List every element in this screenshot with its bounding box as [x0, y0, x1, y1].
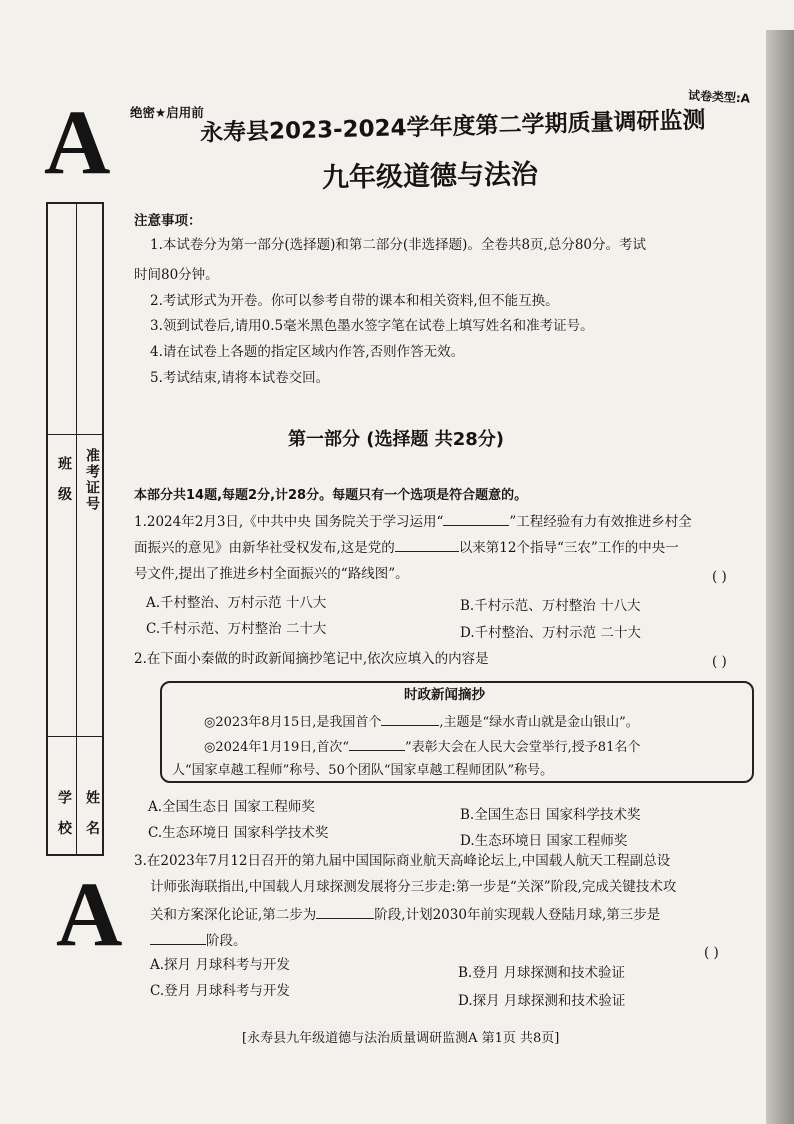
exam-title: 永寿县2023-2024学年度第二学期质量调研监测 — [199, 107, 706, 147]
answer-bracket: ( ) — [712, 654, 727, 670]
q3-line4 — [150, 932, 247, 950]
news-line1 — [204, 713, 639, 732]
note-item: 2.考试形式为开卷。你可以参考自带的课本和相关资料,但不能互换。 — [150, 293, 559, 309]
school-label: 学 校 — [56, 790, 72, 841]
note-item: 5.考试结束,请将本试卷交回。 — [150, 370, 330, 386]
q1-option-b: B.千村示范、万村整治 十八大 — [460, 598, 641, 614]
section-title: 第一部分 (选择题 共28分) — [288, 429, 505, 450]
class-label: 班 级 — [56, 456, 72, 507]
answer-bracket: ( ) — [712, 569, 727, 585]
name-label: 姓 名 — [84, 790, 100, 841]
q3-line3 — [150, 906, 660, 924]
news-text: ◎2024年1月19日,首次“ — [204, 740, 350, 755]
q2-option-b: B.全国生态日 国家科学技术奖 — [460, 807, 641, 823]
q1-option-c: C.千村示范、万村整治 二十大 — [146, 621, 327, 637]
paper-letter-bottom: A — [56, 863, 123, 965]
strip-divider — [76, 204, 77, 854]
section-instruction: 本部分共14题,每题2分,计28分。每题只有一个选项是符合题意的。 — [134, 488, 528, 503]
strip-line — [48, 434, 102, 435]
q1-text: 面振兴的意见》由新华社受权发布,这是党的 — [134, 540, 395, 556]
student-info-strip — [46, 202, 104, 856]
note-item: 时间80分钟。 — [134, 267, 219, 283]
q2-option-d: D.生态环境日 国家工程师奖 — [460, 833, 628, 849]
paper-type: 试卷类型:A — [687, 88, 751, 106]
q3-option-c: C.登月 月球科考与开发 — [150, 983, 290, 999]
q2-option-c: C.生态环境日 国家科学技术奖 — [148, 825, 329, 841]
answer-blank — [443, 513, 509, 526]
q1-line2 — [134, 539, 679, 557]
answer-blank — [150, 932, 206, 945]
answer-blank — [316, 906, 374, 919]
q1-line3: 号文件,提出了推进乡村全面振兴的“路线图”。 — [134, 566, 409, 582]
notes-heading: 注意事项： — [134, 213, 202, 229]
exam-number-label: 准考证号 — [84, 448, 100, 512]
strip-line — [48, 736, 102, 737]
q1-text: 1.2024年2月3日,《中共中央 国务院关于学习运用“ — [134, 514, 444, 530]
paper-letter-top: A — [44, 91, 111, 193]
note-item: 3.领到试卷后,请用0.5毫米黑色墨水签字笔在试卷上填写姓名和准考证号。 — [150, 318, 594, 334]
news-text: ,主题是“绿水青山就是金山银山”。 — [439, 715, 639, 730]
news-line3: 人“国家卓越工程师”称号、50个团队“国家卓越工程师团队”称号。 — [172, 763, 554, 778]
answer-blank — [381, 713, 439, 726]
q3-option-a: A.探月 月球科考与开发 — [150, 957, 290, 973]
answer-blank — [349, 738, 405, 751]
q1-option-d: D.千村整治、万村示范 二十大 — [460, 625, 641, 641]
news-box-title: 时政新闻摘抄 — [404, 687, 485, 703]
q3-text: 阶段,计划2030年前实现载人登陆月球,第三步是 — [374, 907, 661, 923]
answer-blank — [395, 539, 459, 552]
q1-line1 — [134, 513, 692, 531]
q1-text: ”工程经验有力有效推进乡村全 — [509, 514, 692, 530]
q3-line1: 3.在2023年7月12日召开的第九届中国国际商业航天高峰论坛上,中国载人航天工程副总设 — [134, 853, 671, 869]
news-text: ◎2023年8月15日,是我国首个 — [204, 715, 382, 730]
page-edge-shadow — [766, 30, 794, 1124]
q1-text: 以来第12个指导“三农”工作的中央一 — [458, 540, 679, 556]
q3-text: 关和方案深化论证,第二步为 — [150, 907, 317, 923]
secret-label: 绝密★启用前 — [130, 105, 204, 120]
page-footer: [永寿县九年级道德与法治质量调研监测A 第1页 共8页] — [242, 1031, 560, 1046]
news-line2 — [204, 738, 640, 757]
q3-text: 阶段。 — [206, 933, 247, 949]
q3-option-d: D.探月 月球探测和技术验证 — [458, 993, 626, 1009]
q3-line2: 计师张海联指出,中国载人月球探测发展将分三步走:第一步是“关深”阶段,完成关键技术攻 — [150, 879, 677, 895]
news-text: ”表彰大会在人民大会堂举行,授予81名个 — [405, 740, 641, 755]
q2-option-a: A.全国生态日 国家工程师奖 — [148, 799, 315, 815]
answer-bracket: ( ) — [704, 945, 719, 961]
note-item: 1.本试卷分为第一部分(选择题)和第二部分(非选择题)。全卷共8页,总分80分。考试 — [150, 237, 647, 253]
q2-stem: 2.在下面小秦做的时政新闻摘抄笔记中,依次应填入的内容是 — [134, 651, 489, 667]
q1-option-a: A.千村整治、万村示范 十八大 — [146, 595, 327, 611]
note-item: 4.请在试卷上各题的指定区域内作答,否则作答无效。 — [150, 344, 465, 360]
q3-option-b: B.登月 月球探测和技术验证 — [458, 965, 626, 981]
subject-title: 九年级道德与法治 — [321, 159, 539, 194]
